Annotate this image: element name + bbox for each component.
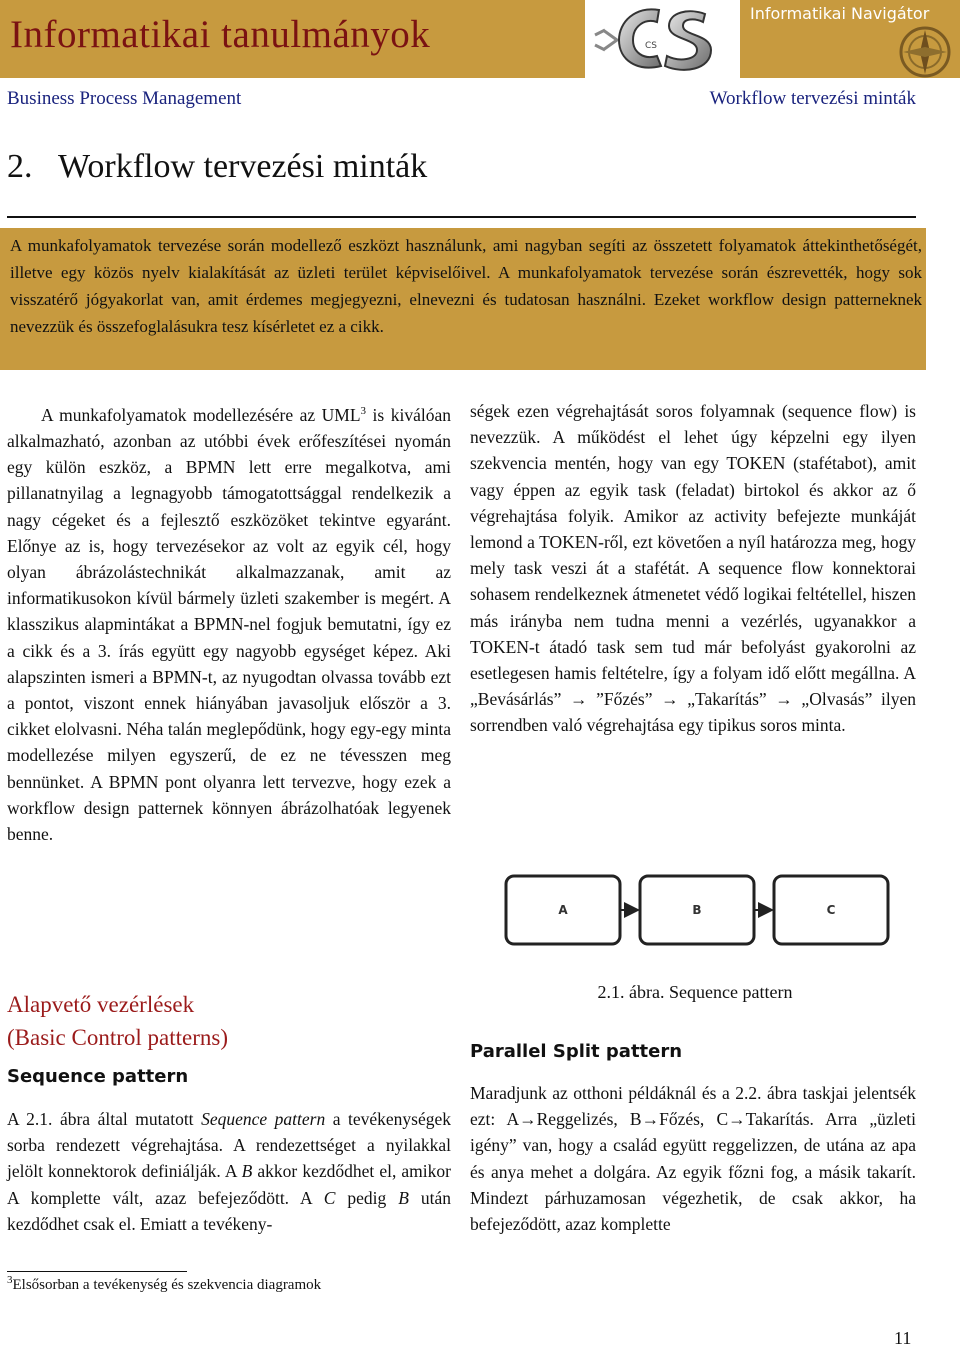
footnote: $^3$Elsősorban a tevékenység és szekvencia diagramok [7, 1274, 322, 1293]
sequence-flow-paragraph: ségek ezen végrehajtását soros folyamnak (sequence flow) is nevezzük. A működést el lehet úgy képzelni egy ilyen szekvencia mentén, hogy van egy TOKEN (stafétabot), amit vagy éppen az egyik task (feladat) birtokol és akkor az ő végrehajtása folyik. Amikor az activity befejezte munkáját lemond a TOKEN-ről, ezt követően a nyíl határozza meg, hogy mely task veszi át a stafétát. A sequence flow konnektorai sohasem rendelkeznek átmenetet védő logikai feltétellel, hiszen más irányba nem tudna menni a vezérlés, ugyanakkor a TOKEN-t átadó task sem tud már befolyást gyakorolni az esetlegesen hamis feltételre, így a folyam idő előtt megállna. A „Bevásárlás” → ”Főzés” → „Takarítás” → „Olvasás” ilyen sorrendben való végrehajtása egy tipikus soros minta. [470, 401, 916, 736]
abstract-box [0, 228, 926, 370]
section-number: 2. [7, 148, 33, 185]
header-band [0, 0, 960, 78]
svg-text:CS: CS [645, 41, 657, 51]
footnote-mark: 3 [360, 405, 367, 417]
compass-icon [740, 0, 960, 78]
subsection-heading: Alapvető vezérlések (Basic Control patterns) [7, 992, 229, 1050]
left-column-body [7, 398, 451, 847]
footnote-rule [7, 1271, 187, 1272]
journal-title: Informatikai tanulmányok [10, 13, 431, 56]
journal-title-box [0, 0, 585, 78]
task-a-label: A [558, 903, 568, 917]
running-head-right: Workflow tervezési minták [709, 88, 916, 109]
cs-logo-icon [585, 0, 740, 78]
abstract-text: A munkafolyamatok tervezése során modellező eszközt használunk, ami nagyban segíti az összetett folyamatok áttekinthetőségét, illetve egy közös nyelv kialakítását az üzleti terület képviselőivel. A munkafolyamatok tervezése során észrevették, hogy sok visszatérő jógyakorlat van, amit érdemes megjegyezni, elnevezni és tudatosan használni. Ezeket workflow design patterneknek nevezzük és összefoglalásukra tesz kísérletet ez a cikk. [10, 236, 922, 336]
page-number: 11 [894, 1328, 912, 1348]
task-b-label: B [692, 903, 702, 917]
navigator-box [740, 0, 960, 78]
figure-caption: 2.1. ábra. Sequence pattern [597, 982, 793, 1002]
section-rule [7, 216, 916, 218]
sequence-diagram [500, 870, 920, 950]
sequence-paragraph: A 2.1. ábra által mutatott Sequence pattern a tevékenységek sorba rendezett végrehajtása. A rendezettséget a nyilakkal jelölt konnektorok definiálják. A B akkor kezdődhet el, amikor A komplette vált, azaz befejeződött. A C pedig B után kezdődhet csak el. Emiatt a tevékeny- [7, 1109, 452, 1234]
parallel-paragraph: Maradjunk az otthoni példáknál és a 2.2. ábra taskjai jelentsék ezt: A→Reggelizés, B→Főzés, C→Takarítás. Arra „üzleti igény” van, hogy a család együtt reggelizzen, de utána az apa és anya mehet a dolgára. Az egyik főzni fog, a másik takarít. Mindezt párhuzamosan végezhetik, de csak akkor, ha befejeződött, azaz komplette [470, 1083, 916, 1235]
journal-logo [585, 0, 740, 78]
sequence-pattern-heading: Sequence pattern [7, 1066, 189, 1087]
navigator-label: Informatikai Navigátor [750, 4, 930, 23]
sequence-diagram-svg [500, 870, 920, 950]
section-title [7, 148, 427, 186]
intro-paragraph: A munkafolyamatok modellezésére az UML$^3$ is kiválóan alkalmazható, azonban az utóbbi évek erőfeszítései nyomán egy külön eszköz, a BPMN lett erre megalkotva, ami pillanatnyilag a legnagyobb támogatottsággal rendelkezik a nagy cégeket és a fejlesztő eszközöket tekintve egyaránt. Előnye az is, hogy tervezésekor az volt az egyik cél, hogy olyan ábrázolástechnikát alkalmazzanak, amit az informatikusokon kívül bármely üzleti szakember is megért. A klasszikus alapmintákat a BPMN-nel fogjuk bemutatni, így ez a cikk és a 3. írás együtt egy nagyobb egységet képez. Aki alapszinten ismeri a BPMN-t, az nyugodtan olvassa tovább ezt a pontot, viszont ennek hiányában javasoljuk először a 3. cikket elolvasni. Néha talán meglepődünk, hogy egy-egy minta modellezése milyen egyszerű, de ez ne tévesszen meg bennünket. A BPMN pont olyanra lett tervezve, hogy ezek a workflow design patternek könnyen ábrázolhatóak legyenek benne. [7, 404, 451, 845]
parallel-split-heading: Parallel Split pattern [470, 1041, 683, 1062]
task-c-label: C [826, 903, 836, 917]
right-column-body [470, 398, 916, 739]
running-head-left: Business Process Management [7, 88, 242, 109]
section-title-text: Workflow tervezési minták [58, 148, 428, 185]
